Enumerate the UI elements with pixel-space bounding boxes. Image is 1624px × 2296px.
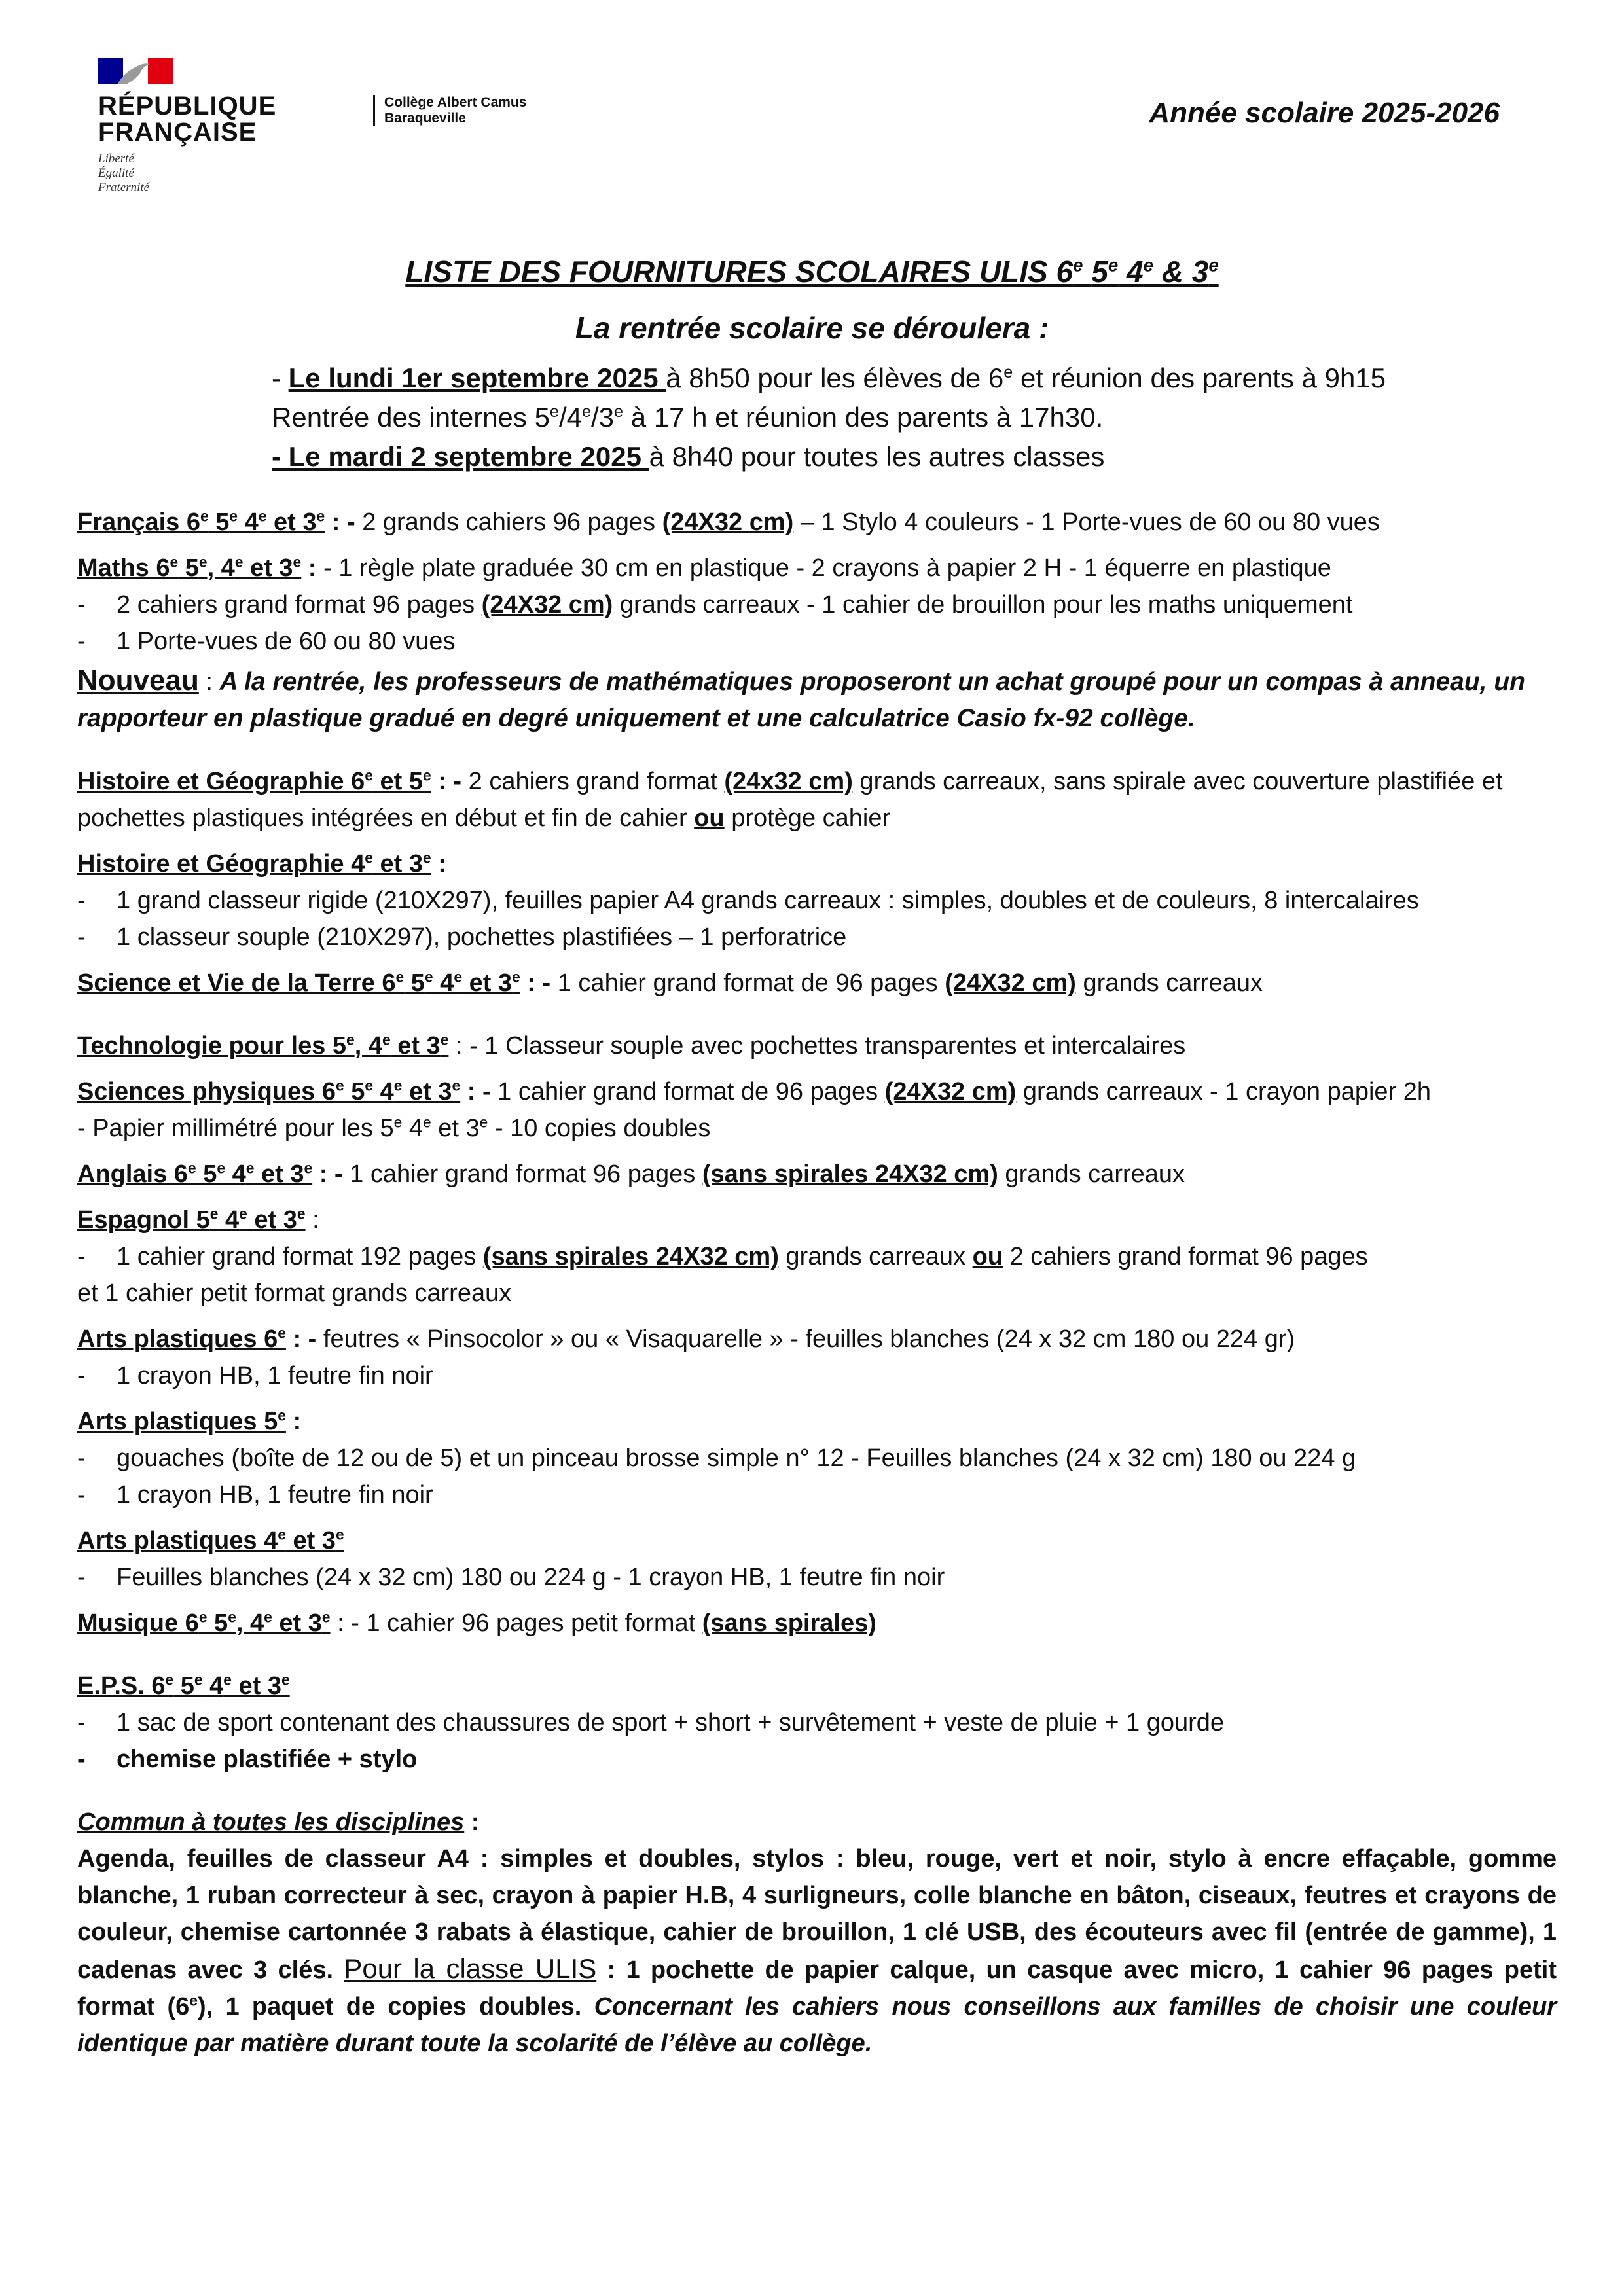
list-item: - gouaches (boîte de 12 ou de 5) et un pinceau brosse simple n° 12 - Feuilles blanches (24 x 32 cm) 180 ou 224 g bbox=[77, 1444, 1356, 1472]
list-item: - 1 crayon HB, 1 feutre fin noir bbox=[77, 1362, 433, 1390]
supplies-list bbox=[77, 504, 1557, 2062]
date-line-1: - Le lundi 1er septembre 2025 à 8h50 pour les élèves de 6e et réunion des parents à 9h15 bbox=[272, 363, 1386, 393]
list-item: - 2 cahiers grand format 96 pages (24X32 cm) grands carreaux - 1 cahier de brouillon pour les maths uniquement bbox=[77, 591, 1353, 619]
motto-egalite: Égalité bbox=[98, 166, 134, 180]
college-name bbox=[373, 95, 526, 126]
list-item: - Feuilles blanches (24 x 32 cm) 180 ou 224 g - 1 crayon HB, 1 feutre fin noir bbox=[77, 1564, 945, 1591]
list-item: - 1 grand classeur rigide (210X297), feuilles papier A4 grands carreaux : simples, doubles et de couleurs, 8 intercalaires bbox=[77, 887, 1419, 914]
section-heading: Arts plastiques 6e bbox=[77, 1324, 286, 1353]
section-technologie: Technologie pour les 5e, 4e et 3e : - 1 Classeur souple avec pochettes transparentes et intercalaires bbox=[77, 1031, 1186, 1060]
section-heading: Arts plastiques 5e bbox=[77, 1407, 286, 1435]
section-heading: E.P.S. 6e 5e 4e et 3e bbox=[77, 1671, 290, 1700]
nouveau-label: Nouveau bbox=[77, 664, 199, 696]
section-musique: Musique 6e 5e, 4e et 3e : - 1 cahier 96 pages petit format (sans spirales) bbox=[77, 1608, 876, 1637]
section-heading: Français 6e 5e 4e et 3e bbox=[77, 507, 325, 536]
rf-motto bbox=[98, 152, 295, 195]
section-arts-plastiques-6: Arts plastiques 6e : - feutres « Pinsocolor » ou « Visaquarelle » - feuilles blanches (24 x 32 cm 180 ou 224 gr) - 1 crayon HB, 1 feutre fin noir bbox=[77, 1321, 1557, 1394]
section-eps bbox=[77, 1668, 1557, 1778]
section-heading: Commun à toutes les disciplines bbox=[77, 1808, 465, 1836]
rf-line2: FRANÇAISE bbox=[98, 118, 257, 147]
section-histoire-geo-6-5: Histoire et Géographie 6e et 5e : - 2 cahiers grand format (24x32 cm) grands carreaux, sans spirale avec couverture plastifiée et pochettes plastiques intégrées en début et fin de cahier ou protège cahier bbox=[77, 766, 1503, 832]
section-espagnol: Espagnol 5e 4e et 3e : - 1 cahier grand format 192 pages (sans spirales 24X32 cm) grands carreaux ou 2 cahiers grand format 96 pages et 1 cahier petit format grands carreaux bbox=[77, 1202, 1557, 1312]
list-item: - 1 crayon HB, 1 feutre fin noir bbox=[77, 1481, 433, 1509]
section-heading: Histoire et Géographie 4e et 3e bbox=[77, 849, 431, 878]
page-subtitle: La rentrée scolaire se déroulera : bbox=[575, 311, 1049, 345]
section-svt: Science et Vie de la Terre 6e 5e 4e et 3e : - 1 cahier grand format de 96 pages (24X32 cm) grands carreaux bbox=[77, 968, 1263, 997]
republique-francaise-logo bbox=[98, 58, 295, 195]
motto-fraternite: Fraternité bbox=[98, 181, 150, 194]
rf-name bbox=[98, 93, 295, 145]
list-item: - 1 cahier grand format 192 pages (sans spirales 24X32 cm) grands carreaux ou 2 cahiers grand format 96 pages bbox=[77, 1243, 1368, 1270]
section-heading: Musique 6e 5e, 4e et 3e bbox=[77, 1608, 331, 1637]
list-item: - 1 Porte-vues de 60 ou 80 vues bbox=[77, 628, 456, 655]
college-line1: Collège Albert Camus bbox=[384, 95, 527, 110]
section-heading: Sciences physiques 6e 5e 4e et 3e bbox=[77, 1077, 461, 1105]
section-heading: Histoire et Géographie 6e et 5e bbox=[77, 766, 431, 795]
page-title: LISTE DES FOURNITURES SCOLAIRES ULIS 6e 5e 4e & 3e bbox=[405, 255, 1219, 289]
nouveau-text: A la rentrée, les professeurs de mathématiques proposeront un achat groupé pour un compas à anneau, un rapporteur en plastique gradué en degré uniquement et une calculatrice Casio fx-92 collège. bbox=[77, 668, 1525, 732]
section-arts-plastiques-5: Arts plastiques 5e : - gouaches (boîte de 12 ou de 5) et un pinceau brosse simple n° 12 - Feuilles blanches (24 x 32 cm) 180 ou 224 g - 1 crayon HB, 1 feutre fin noir bbox=[77, 1403, 1557, 1513]
marianne-icon bbox=[98, 58, 173, 84]
section-heading: Maths 6e 5e, 4e et 3e bbox=[77, 553, 302, 582]
section-nouveau: Nouveau : A la rentrée, les professeurs de mathématiques proposeront un achat groupé pour un compas à anneau, un rapporteur en plastique gradué en degré uniquement et une calculatrice Casio fx-92 collège. bbox=[77, 664, 1525, 732]
section-heading: Espagnol 5e 4e et 3e bbox=[77, 1205, 306, 1234]
list-item: - chemise plastifiée + stylo bbox=[77, 1746, 418, 1773]
date-line-2: Rentrée des internes 5e/4e/3e à 17 h et réunion des parents à 17h30. bbox=[272, 402, 1104, 433]
list-item: - 1 sac de sport contenant des chaussures de sport + short + survêtement + veste de pluie + 1 gourde bbox=[77, 1709, 1225, 1736]
section-heading: Technologie pour les 5e, 4e et 3e bbox=[77, 1031, 449, 1060]
section-francais: Français 6e 5e 4e et 3e : - 2 grands cahiers 96 pages (24X32 cm) – 1 Stylo 4 couleurs - 1 Porte-vues de 60 ou 80 vues bbox=[77, 507, 1380, 536]
section-heading: Science et Vie de la Terre 6e 5e 4e et 3e bbox=[77, 968, 520, 997]
list-item: - Papier millimétré pour les 5e 4e et 3e - 10 copies doubles bbox=[77, 1113, 711, 1142]
school-year: Année scolaire 2025-2026 bbox=[1149, 97, 1500, 129]
section-maths: Maths 6e 5e, 4e et 3e : - 1 règle plate graduée 30 cm en plastique - 2 crayons à papier 2 H - 1 équerre en plastique - 2 cahiers grand format 96 pages (24X32 cm) grands carreaux - 1 cahier de brouillon pour les maths uniquement - 1 Porte-vues de 60 ou 80 vues bbox=[77, 550, 1557, 660]
list-item: et 1 cahier petit format grands carreaux bbox=[77, 1280, 512, 1307]
date-line-3: - Le mardi 2 septembre 2025 à 8h40 pour toutes les autres classes bbox=[272, 441, 1105, 472]
section-sciences-physiques: Sciences physiques 6e 5e 4e et 3e : - 1 cahier grand format de 96 pages (24X32 cm) grands carreaux - 1 crayon papier 2h - Papier millimétré pour les 5e 4e et 3e - 10 copies doubles bbox=[77, 1073, 1557, 1147]
section-heading: Anglais 6e 5e 4e et 3e bbox=[77, 1159, 313, 1188]
section-anglais: Anglais 6e 5e 4e et 3e : - 1 cahier grand format 96 pages (sans spirales 24X32 cm) grands carreaux bbox=[77, 1159, 1185, 1188]
rentree-dates bbox=[272, 359, 1386, 476]
section-heading: Arts plastiques 4e et 3e bbox=[77, 1526, 344, 1554]
motto-liberte: Liberté bbox=[98, 152, 134, 166]
section-commun: Commun à toutes les disciplines : Agenda, feuilles de classeur A4 : simples et doubles, stylos : bleu, rouge, vert et noir, stylo à encre effaçable, gomme blanche, 1 ruban correcteur à sec, crayon à papier H.B, 4 surligneurs, colle blanche en bâton, ciseaux, feutres et crayons de couleur, chemise cartonnée 3 rabats à élastique, cahier de brouillon, 1 clé USB, des écouteurs avec fil (entrée de gamme), 1 cadenas avec 3 clés. Pour la classe ULIS : 1 pochette de papier calque, un casque avec micro, 1 cahier 96 pages petit format (6e), 1 paquet de copies doubles. Concernant les cahiers nous conseillons aux familles de choisir une couleur identique par matière durant toute la scolarité de l’élève au collège. bbox=[77, 1804, 1557, 2062]
section-histoire-geo-4-3: Histoire et Géographie 4e et 3e : - 1 grand classeur rigide (210X297), feuilles papier A4 grands carreaux : simples, doubles et de couleurs, 8 intercalaires - 1 classeur souple (210X297), pochettes plastifiées – 1 perforatrice bbox=[77, 846, 1557, 956]
list-item: - 1 classeur souple (210X297), pochettes plastifiées – 1 perforatrice bbox=[77, 924, 847, 951]
section-arts-plastiques-4-3 bbox=[77, 1522, 1557, 1596]
rf-line1: RÉPUBLIQUE bbox=[98, 92, 277, 120]
commun-text: Agenda, feuilles de classeur A4 : simples et doubles, stylos : bleu, rouge, vert et noir, stylo à encre effaçable, gomme blanche, 1 ruban correcteur à sec, crayon à papier H.B, 4 surligneurs, colle blanche en bâton, ciseaux, feutres et crayons de couleur, chemise cartonnée 3 rabats à élastique, cahier de brouillon, 1 clé USB, des écouteurs avec fil (entrée de gamme), 1 cadenas avec 3 clés. Pour la classe ULIS : 1 pochette de papier calque, un casque avec micro, 1 cahier 96 pages petit format (6e), 1 paquet de copies doubles. Concernant les cahiers nous conseillons aux familles de choisir une couleur identique par matière durant toute la scolarité de l’élève au collège. bbox=[77, 1845, 1557, 2057]
college-line2: Baraqueville bbox=[384, 111, 466, 126]
